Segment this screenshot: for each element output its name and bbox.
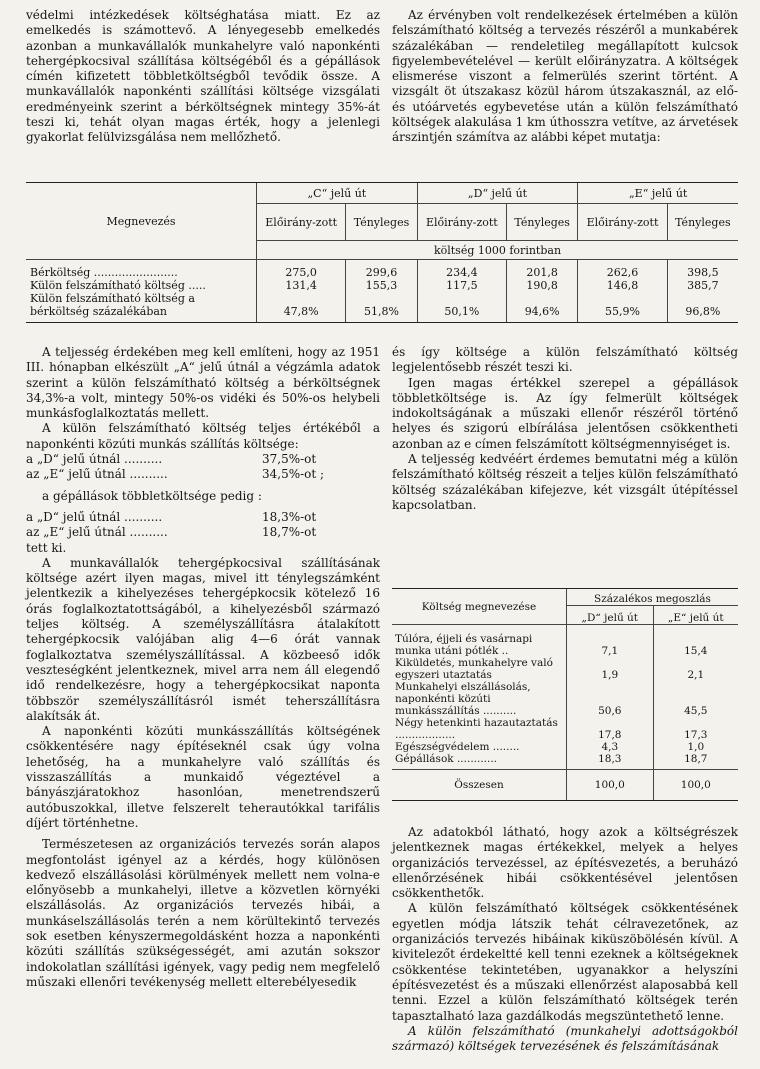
cell: 1,0 — [653, 741, 738, 753]
cell: 234,4 — [417, 260, 506, 280]
subheader-planned: Előirány-zott — [417, 204, 506, 241]
unit-label: költség 1000 forintban — [257, 241, 739, 260]
total-label: Összesen — [392, 770, 567, 801]
row-label: Bérköltség ........................ — [30, 266, 178, 279]
list-item — [26, 467, 380, 482]
table-header-row — [26, 183, 738, 204]
paragraph: A külön felszámítható költségek csökkentésének egyetlen módja látszik tehát célravezetőnek, az organizációs tervezés hibáinak kiküszöbölésén kívül. A kivitelezőt érdekeltté kell tenni ezeknek a költségeknek csökkentése tekintetében, ugyanakkor a helyszíni építésvezetést és a műszaki ellenőrzést alaposabbá kell tenni. Ezzel a külön felszámítható költségek terén tapasztalható laza gazdálkodás megszüntethető lenne. — [392, 901, 738, 1023]
table-row — [26, 279, 738, 292]
total-cell: 100,0 — [653, 770, 738, 801]
paragraph: A teljesség kedvéért érdemes bemutatni még a külön felszámítható költség részeit a teljes külön felszámítható költség százalékában kifejezve, két vizsgált útépítéssel kapcsolatban. — [392, 452, 738, 512]
paragraph: A naponkénti közúti munkásszállítás költségének csökkentésére nagy építéseknél csak úgy volna lehetőség, ha a munkahelyre való szállítás és visszaszállítás a munkaidő végeztével a bányászjáratokhoz hasonlóan, menetrendszerű autóbuszokkal, illetve felszerelt teherautókkal tarifális díjért történhetne. — [26, 724, 380, 830]
row-label: Külön felszámítható költség a bérköltség százalékában — [26, 292, 257, 323]
right-column-bottom — [392, 825, 738, 1054]
row-label: Külön felszámítható költség ..... — [30, 279, 206, 292]
column-header-name: Költség megnevezése — [392, 589, 567, 625]
cell: 146,8 — [578, 279, 667, 292]
cost-comparison-table — [26, 182, 738, 323]
table-row — [26, 292, 738, 323]
cell: 96,8% — [667, 292, 738, 323]
paragraph: A munkavállalók tehergépkocsival szállításának költsége azért ilyen magas, mivel itt ténylegszámként jelentkezik a kihelyezéses tehergépkocsik kötelező 16 órás foglalkoztatottságából, a kihelyezésből származó teljes költség. A személyszállításra átalakított tehergépkocsik valójában alig 4—6 órát vannak foglalkoztatva személyszállítással. A közbeeső idők veszteségként jelentkeznek, mivel arra nem áll elegendő idő rendelkezésre, hogy a tehergépkocsikat naponta többször személyszállításról ismét teherszállításra alakítsák át. — [26, 555, 380, 723]
group-header-e: „E“ jelű út — [578, 183, 738, 204]
row-label: Munkahelyi elszállásolás, naponkénti közúti munkásszállítás .......... — [395, 681, 531, 717]
table-row — [392, 717, 738, 741]
cell: 1,9 — [567, 657, 654, 681]
group-header: Százalékos megoszlás — [567, 589, 739, 606]
paragraph: és így költsége a külön felszámítható költség legjelentősebb részét teszi ki. — [392, 345, 738, 375]
paragraph: védelmi intézkedések költséghatása miatt. Ez az emelkedés is számottevő. A lényegesebb emelkedés azonban a munkavállalók munkahelyre való naponkénti tehergépkocsival szállítása költségéből és a gépállások címén kifizetett többletköltségből tevődik össze. A munkavállalók naponkénti szállítási költsége vizsgálati eredményeink szerint a bérköltségnek mintegy 35%-át teszi ki, tehát olyan magas érték, hogy a jelenlegi gyakorlat felülvizsgálása nem mellőzhető. — [26, 8, 380, 145]
row-label: Túlóra, éjjeli és vasárnapi munka utáni pótlék .. — [395, 633, 533, 657]
top-right-column — [392, 8, 738, 146]
list-value: 34,5%-ot ; — [262, 467, 325, 482]
paragraph: Az adatokból látható, hogy azok a költségrészek jelentkeznek magas értékekkel, melyek a helyes organizációs tervezéssel, az építésvezetés, a beruházó ellenőrzésének hibái csökkentésével jelentősen csökkenthetők. — [392, 825, 738, 901]
row-label: Négy hetenkinti hazautaztatás .................. — [395, 717, 558, 741]
row-label: Kiküldetés, munkahelyre való egyszeri utaztatás — [395, 657, 553, 681]
cell: 4,3 — [567, 741, 654, 753]
cell: 15,4 — [653, 625, 738, 658]
list-label: az „E“ jelű útnál .......... — [26, 525, 168, 540]
table-row — [26, 260, 738, 280]
table-total-row — [392, 770, 738, 801]
cell: 17,8 — [567, 717, 654, 741]
subheader-planned: Előirány-zott — [578, 204, 667, 241]
cell: 2,1 — [653, 657, 738, 681]
cell: 18,3 — [567, 753, 654, 770]
subheader-actual: Tényleges — [667, 204, 738, 241]
left-column — [26, 345, 380, 990]
right-column — [392, 345, 738, 513]
cell: 262,6 — [578, 260, 667, 280]
list-label: a „D“ jelű útnál .......... — [26, 509, 163, 524]
subheader-actual: Tényleges — [507, 204, 578, 241]
list-value: 18,3%-ot — [262, 509, 317, 524]
cell: 117,5 — [417, 279, 506, 292]
list-value: 37,5%-ot — [262, 452, 317, 467]
cell: 190,8 — [507, 279, 578, 292]
list-label: a „D“ jelű útnál .......... — [26, 452, 163, 467]
table-row — [392, 753, 738, 770]
subheader-planned: Előirány-zott — [257, 204, 346, 241]
list-item — [26, 452, 380, 467]
cell: 94,6% — [507, 292, 578, 323]
table-row — [392, 681, 738, 717]
cell: 18,7 — [653, 753, 738, 770]
paragraph: A külön felszámítható költség teljes értékéből a naponkénti közúti munkás szállítás költsége: — [26, 421, 380, 451]
cell: 131,4 — [257, 279, 346, 292]
list-label: az „E“ jelű útnál .......... — [26, 467, 168, 482]
cell: 17,3 — [653, 717, 738, 741]
list-value: 18,7%-ot — [262, 525, 317, 540]
percentage-breakdown-table — [392, 588, 738, 801]
cell: 50,1% — [417, 292, 506, 323]
cell: 275,0 — [257, 260, 346, 280]
cell: 299,6 — [346, 260, 417, 280]
paragraph: a gépállások többletköltsége pedig : — [42, 488, 262, 503]
group-header-d: „D“ jelű út — [417, 183, 578, 204]
column-header-d: „D“ jelű út — [567, 606, 654, 625]
list-item — [26, 510, 380, 525]
table-row — [392, 741, 738, 753]
table-row — [392, 625, 738, 658]
paragraph: Az érvényben volt rendelkezések értelmében a külön felszámítható költség a tervezés részéről a munkabérek százalékában — rendeletileg megállapított kulcsok figyelembevételével — került előirányzatra. A költségek elismerése viszont a felmerülés szerint történt. A vizsgált öt útszakasz közül három útszakasznál, az elő- és utóárvetés egybevetése után a külön felszámítható költségek alakulása 1 km úthosszra vetítve, az árvetések árszintjén számítva az alábbi képet mutatja: — [392, 8, 738, 145]
list-item — [26, 525, 380, 540]
table-row — [392, 657, 738, 681]
cell: 51,8% — [346, 292, 417, 323]
cell: 155,3 — [346, 279, 417, 292]
cell: 398,5 — [667, 260, 738, 280]
paragraph: tett ki. — [26, 540, 67, 555]
paragraph: Igen magas értékkel szerepel a gépállások többletköltsége is. Az így felmerült költségek indokoltságának a műszaki ellenőr részéről történő helyes és szigorú elbírálása jelentősen csökkentheti azonban az e címen felszámított költségmennyiséget is. — [392, 375, 738, 451]
paragraph: A teljesség érdekében meg kell említeni, hogy az 1951 III. hónapban elkészült „A“ jelű útnál a végzámla adatok szerint a külön felszámítható költség a bérköltségnek 34,3%-a volt, mintegy 50%-os vidéki és 50%-os helybeli munkásfoglalkoztatás mellett. — [26, 345, 380, 421]
paragraph: Természetesen az organizációs tervezés során alapos megfontolást igényel az a kérdés, hogy különösen kedvező elszállásolási körülmények mellett nem volna-e előnyösebb a munkahelyi, illetve a közvetlen környéki elszállásolás. Az organizációs tervezés hibái, a munkáselszállásolás terén a nem körültekintő tervezés sok esetben kényszermegoldásként hozza a naponkénti közúti szállítás szükségességét, ami azután sokszor indokolatlan szállítási igények, vagy pedig nem megfelelő műszaki ellenőri tevékenység mellett elterebélyesedik — [26, 837, 380, 989]
cell: 55,9% — [578, 292, 667, 323]
column-header-name: Megnevezés — [26, 183, 257, 260]
group-header-c: „C“ jelű út — [257, 183, 418, 204]
cell: 47,8% — [257, 292, 346, 323]
cell: 7,1 — [567, 625, 654, 658]
paragraph-italic: A külön felszámítható (munkahelyi adottságokból származó) költségek tervezésének és felszámításának — [392, 1023, 738, 1054]
cell: 201,8 — [507, 260, 578, 280]
table-header-row — [392, 589, 738, 606]
subheader-actual: Tényleges — [346, 204, 417, 241]
cell: 50,6 — [567, 681, 654, 717]
cell: 385,7 — [667, 279, 738, 292]
row-label: Gépállások ............ — [395, 753, 498, 765]
cell: 45,5 — [653, 681, 738, 717]
total-cell: 100,0 — [567, 770, 654, 801]
column-header-e: „E“ jelű út — [653, 606, 738, 625]
top-left-column — [26, 8, 380, 146]
row-label: Egészségvédelem ........ — [395, 741, 520, 753]
